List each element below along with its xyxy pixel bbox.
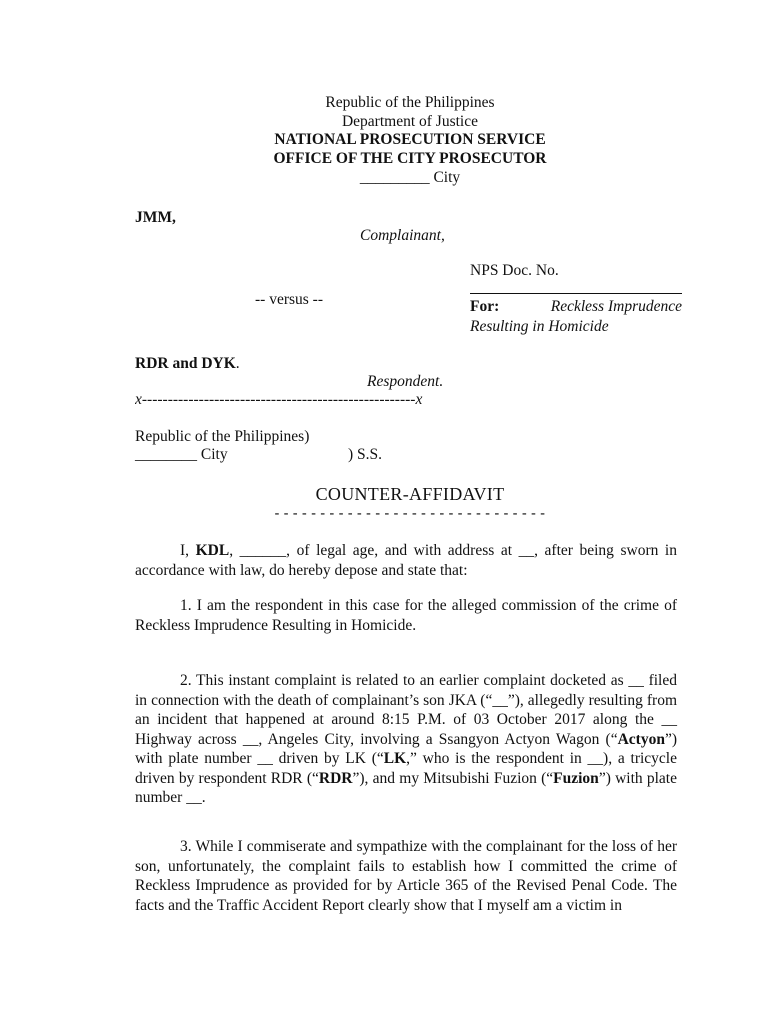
p2-text-d: ”), and my Mitsubishi Fuzion (“ bbox=[352, 769, 554, 787]
p2-rdr: RDR bbox=[318, 769, 353, 787]
venue-city: ________ City bbox=[135, 446, 228, 463]
paragraph-2 bbox=[135, 671, 677, 808]
paragraph-3 bbox=[135, 837, 677, 915]
respondents-name: RDR and DYK bbox=[135, 355, 236, 372]
versus: -- versus -- bbox=[255, 291, 324, 308]
for-label: For: bbox=[470, 298, 500, 315]
document-title: COUNTER-AFFIDAVIT bbox=[315, 484, 505, 504]
venue-republic: Republic of the Philippines) bbox=[135, 428, 310, 445]
p2-text-a: 2. This instant complaint is related to an earlier complaint docketed as __ filed in connection with the death of complainant’s son JKA (“__”), allegedly resulting from an incident that happened at around 8:15 P.M. of 03 October 2017 along the __ Highway across __, Angeles City, involving a Ssangyon Actyon Wagon (“ bbox=[135, 672, 677, 748]
nps-doc-line bbox=[470, 281, 682, 294]
header-republic: Republic of the Philippines bbox=[325, 94, 495, 111]
respondents-period: . bbox=[235, 355, 240, 372]
for-line-1 bbox=[470, 298, 682, 316]
caption-x-line: x-----------------------------------------------------x bbox=[135, 391, 423, 408]
respondent-role: Respondent. bbox=[367, 373, 444, 390]
paragraph-1-text: 1. I am the respondent in this case for the alleged commission of the crime of Reckless Imprudence Resulting in Homicide. bbox=[135, 597, 677, 634]
p2-fuzion: Fuzion bbox=[553, 769, 599, 787]
p2-lk: LK bbox=[383, 750, 407, 767]
header-department: Department of Justice bbox=[341, 113, 478, 130]
affiant-name: KDL bbox=[195, 542, 230, 559]
nps-doc-label: NPS Doc. No. bbox=[470, 262, 559, 279]
header-city: _________ City bbox=[359, 169, 461, 186]
header-nps: NATIONAL PROSECUTION SERVICE bbox=[274, 131, 546, 148]
complainant-role: Complainant, bbox=[360, 227, 445, 244]
p2-actyon: Actyon bbox=[617, 730, 665, 748]
p2-text-e: ”) with plate number __. bbox=[135, 769, 677, 806]
intro-text-a: I, bbox=[180, 542, 196, 559]
p2-text-c: ,” who is the respondent in __), a tricycle driven by respondent RDR (“ bbox=[135, 750, 677, 787]
paragraph-3-text: 3. While I commiserate and sympathize with the complainant for the loss of her son, unfortunately, the complaint fails to establish how I committed the crime of Reckless Imprudence as provided for by Article 365 of the Revised Penal Code. The facts and the Traffic Accident Report clearly show that I myself am a victim in bbox=[135, 838, 677, 914]
p2-text-b: ”) with plate number __ driven by LK (“ bbox=[135, 730, 677, 767]
complainant-name: JMM, bbox=[135, 209, 176, 226]
paragraph-1 bbox=[135, 596, 677, 635]
document-title-rule: - - - - - - - - - - - - - - - - - - - - - - - - - - - - - - bbox=[274, 506, 546, 521]
for-text-1: Reckless Imprudence bbox=[550, 298, 682, 315]
intro-paragraph bbox=[135, 541, 677, 580]
venue-ss: ) S.S. bbox=[348, 446, 383, 463]
for-text-2: Resulting in Homicide bbox=[470, 318, 609, 335]
respondents bbox=[135, 355, 240, 373]
intro-text-b: , ______, of legal age, and with address at __, after being sworn in accordance with law, do hereby depose and state that: bbox=[135, 542, 677, 579]
header-office: OFFICE OF THE CITY PROSECUTOR bbox=[273, 150, 547, 167]
